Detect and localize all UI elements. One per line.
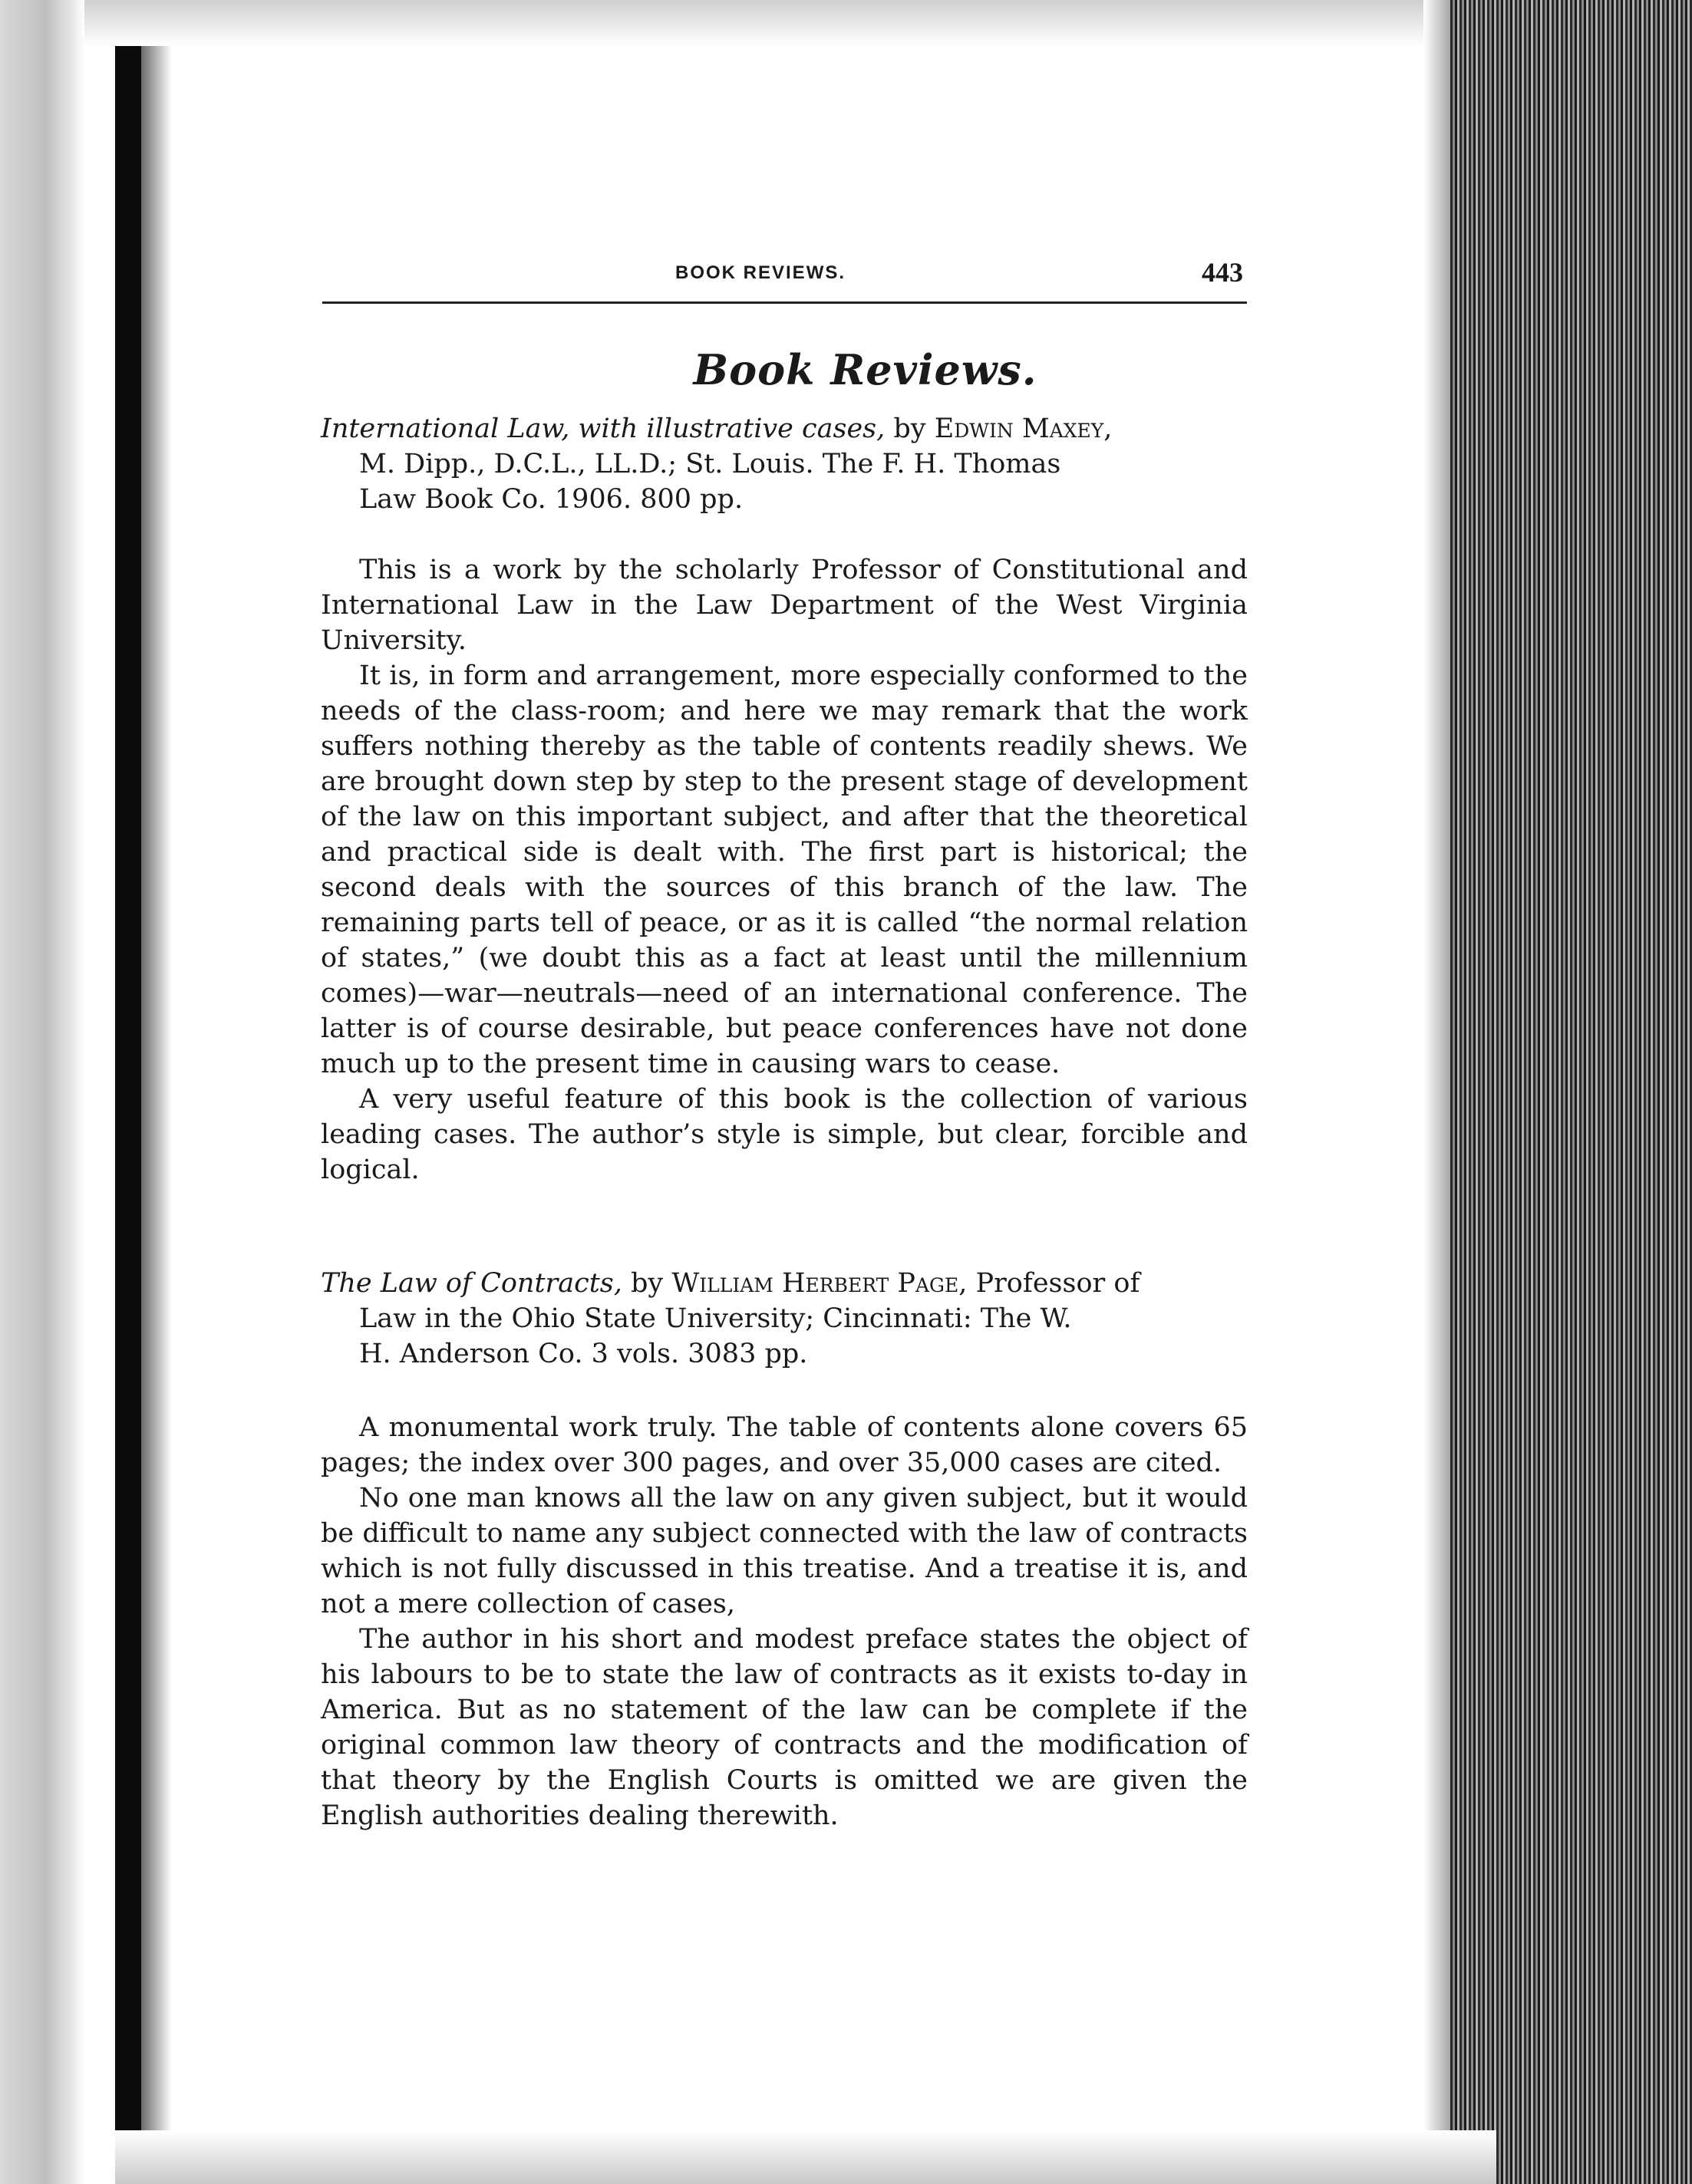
review-1-citation-line-3: Law Book Co. 1906. 800 pp. — [359, 484, 744, 515]
running-head-title: BOOK REVIEWS. — [675, 262, 846, 283]
review-2-citation-line-3: H. Anderson Co. 3 vols. 3083 pp. — [359, 1339, 808, 1369]
review-2-author: William Herbert Page, — [671, 1268, 968, 1299]
review-2-by: by — [622, 1268, 672, 1299]
review-2-paragraph: The author in his short and modest preface states the object of his labours to be to state the law of contracts as it exists to-day in America. But as no statement of the law can be complete if the original common law theory of contracts and the modification of that theory by the English Courts is omitted we are given the English authorities dealing therewith. — [321, 1624, 1248, 1831]
header-rule — [322, 301, 1247, 304]
review-2-body — [321, 1410, 1248, 1833]
review-2-book-title: The Law of Contracts, — [321, 1268, 622, 1299]
review-2-citation — [321, 1266, 1248, 1372]
page-number: 443 — [1202, 257, 1243, 288]
section-title: Book Reviews. — [693, 345, 1037, 394]
review-1-author: Edwin Maxey, — [934, 413, 1113, 444]
review-1-paragraph: This is a work by the scholarly Professor of Constitutional and International Law in the Law Department of the West Virginia University. — [321, 555, 1248, 656]
review-2-citation-line-2: Law in the Ohio State University; Cincinnati: The W. — [359, 1303, 1072, 1334]
review-1-citation-line-2: M. Dipp., D.C.L., LL.D.; St. Louis. The F. H. Thomas — [359, 449, 1061, 479]
review-2-citation-rest: Professor of — [967, 1268, 1140, 1299]
running-head — [322, 257, 1243, 301]
review-1-paragraph: It is, in form and arrangement, more especially conformed to the needs of the class-room; and here we may remark that the work suffers nothing thereby as the table of contents readily shews. We are brought down step by step to the present stage of development of the law on this important subject, and after that the theoretical and practical side is dealt with. The first part is historical; the second deals with the sources of this branch of the law. The remaining parts tell of peace, or as it is called “the normal relation of states,” (we doubt this as a fact at least until the millennium comes)—war—neutrals—need of an international conference. The latter is of course desirable, but peace conferences have not done much up to the present time in causing wars to cease. — [321, 660, 1248, 1079]
review-2-paragraph: No one man knows all the law on any given subject, but it would be difficult to name any subject connected with the law of contracts which is not fully discussed in this treatise. And a treatise it is, and not a mere collection of cases, — [321, 1483, 1248, 1619]
review-2-paragraph: A monumental work truly. The table of contents alone covers 65 pages; the index over 300 pages, and over 35,000 cases are cited. — [321, 1412, 1248, 1478]
review-1-by: by — [885, 413, 935, 444]
review-1-body — [321, 552, 1248, 1188]
review-1-citation — [321, 411, 1248, 517]
review-1-book-title: International Law, with illustrative cases, — [321, 413, 886, 444]
review-1-paragraph: A very useful feature of this book is the collection of various leading cases. The author’s style is simple, but clear, forcible and logical. — [321, 1084, 1248, 1185]
